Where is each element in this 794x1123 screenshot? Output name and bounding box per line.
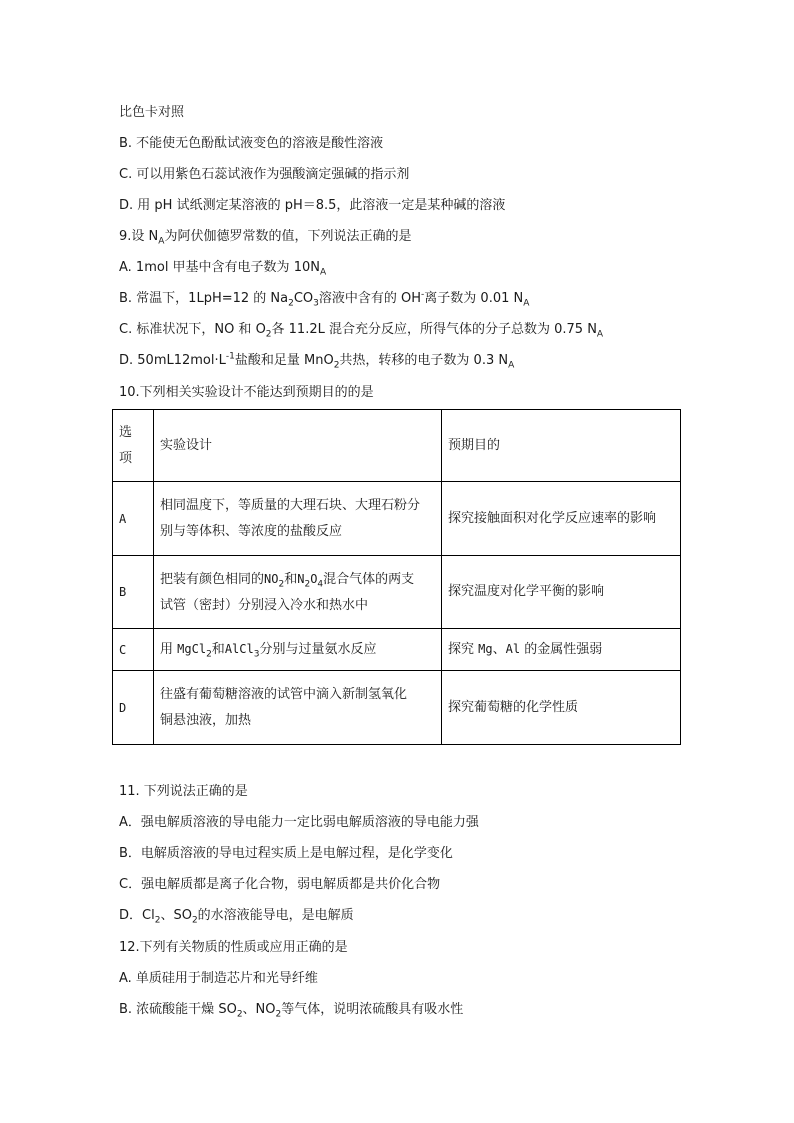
option-text: B. 浓硫酸能干燥 SO xyxy=(119,1002,237,1017)
subscript: A xyxy=(523,298,530,309)
design-line: 别与等体积、等浓度的盐酸反应 xyxy=(160,523,343,539)
subscript: 2 xyxy=(275,1009,282,1020)
design-line: 相同温度下，等质量的大理石块、大理石粉分 xyxy=(160,497,421,513)
subscript: A xyxy=(158,236,165,247)
design-line xyxy=(160,566,435,593)
option-text: 离子数为 0.01 N xyxy=(424,291,524,306)
option-text: 的水溶液能导电，是电解质 xyxy=(197,908,354,923)
subscript: 2 xyxy=(191,915,198,926)
formula: Al xyxy=(505,642,521,656)
table-row xyxy=(113,556,681,629)
option-text: D．Cl xyxy=(119,908,155,923)
option-text: B. 常温下，1LpH=12 的 Na xyxy=(119,291,289,306)
header-text: 选 xyxy=(119,424,133,440)
formula: Mg xyxy=(478,642,493,656)
design-text: 和 xyxy=(284,571,298,587)
superscript: - xyxy=(421,289,425,300)
subscript: A xyxy=(596,329,604,340)
q11-option-d xyxy=(119,907,354,925)
formula: NO xyxy=(264,571,279,586)
q11-option-b: B．电解质溶液的导电过程实质上是电解过程，是化学变化 xyxy=(119,846,453,861)
table-row xyxy=(113,629,681,671)
formula: O xyxy=(310,571,318,586)
subscript: 2 xyxy=(154,915,161,926)
header-design: 实验设计 xyxy=(154,410,442,482)
q9-option-a xyxy=(119,259,326,277)
subscript: 2 xyxy=(278,579,285,590)
option-text: 等气体，说明浓硫酸具有吸水性 xyxy=(281,1002,464,1017)
row-design xyxy=(154,629,442,671)
design-line: 试管（密封）分别浸入冷水和热水中 xyxy=(160,597,369,613)
q11-option-c: C．强电解质都是离子化合物，弱电解质都是共价化合物 xyxy=(119,877,441,892)
design-text: 把装有颜色相同的 xyxy=(160,571,265,587)
header-option xyxy=(113,410,154,482)
goal-text: 探究 xyxy=(448,642,475,657)
row-goal: 探究温度对化学平衡的影响 xyxy=(442,556,681,629)
header-text: 项 xyxy=(119,450,133,466)
subscript: 3 xyxy=(253,649,260,660)
option-text: C. 标准状况下，NO 和 O xyxy=(119,322,266,337)
subscript: 2 xyxy=(265,329,272,340)
formula: MgCl xyxy=(177,642,207,656)
row-design xyxy=(154,482,442,556)
option-text: 盐酸和足量 MnO xyxy=(234,353,334,368)
q12-option-b xyxy=(119,1001,463,1019)
row-option: A xyxy=(113,482,154,556)
goal-text: 、 xyxy=(492,642,506,657)
q11-option-a: A．强电解质溶液的导电能力一定比弱电解质溶液的导电能力强 xyxy=(119,815,479,830)
design-line: 往盛有葡萄糖溶液的试管中滴入新制氢氧化 xyxy=(160,686,408,702)
table-header-row xyxy=(113,410,681,482)
row-design xyxy=(154,556,442,629)
option-b: B. 不能使无色酚酞试液变色的溶液是酸性溶液 xyxy=(119,136,384,151)
row-goal xyxy=(442,629,681,671)
question-10: 10.下列相关实验设计不能达到预期目的的是 xyxy=(119,385,374,400)
q12-option-a: A. 单质硅用于制造芯片和光导纤维 xyxy=(119,971,318,986)
q9-option-c xyxy=(119,321,603,339)
table-row xyxy=(113,671,681,745)
table-row xyxy=(113,482,681,556)
option-text: 、SO xyxy=(160,908,192,923)
subscript: 2 xyxy=(206,649,212,660)
design-text: 和 xyxy=(211,642,225,657)
q9-text: 9.设 N xyxy=(119,229,159,244)
design-text: 分别与过量氨水反应 xyxy=(259,642,377,657)
option-text: A. 1mol 甲基中含有电子数为 10N xyxy=(119,260,320,275)
subscript: A xyxy=(319,267,327,278)
option-c: C. 可以用紫色石蕊试液作为强酸滴定强碱的指示剂 xyxy=(119,167,410,182)
subscript: 2 xyxy=(236,1009,243,1020)
row-option: D xyxy=(113,671,154,745)
q9-option-d xyxy=(119,352,514,370)
subscript: A xyxy=(508,360,515,371)
design-text: 用 xyxy=(160,642,174,657)
formula: AlCl xyxy=(224,642,254,656)
subscript: 3 xyxy=(313,298,319,309)
subscript: 2 xyxy=(288,298,294,309)
row-design xyxy=(154,671,442,745)
option-text: 各 11.2L 混合充分反应，所得气体的分子总数为 0.75 N xyxy=(271,322,597,337)
option-text: 共热，转移的电子数为 0.3 N xyxy=(339,353,509,368)
subscript: 2 xyxy=(304,579,311,590)
row-option: B xyxy=(113,556,154,629)
experiment-table xyxy=(112,409,681,745)
question-12: 12.下列有关物质的性质或应用正确的是 xyxy=(119,940,348,955)
option-text: 溶液中含有的 OH xyxy=(318,291,422,306)
row-goal: 探究葡萄糖的化学性质 xyxy=(442,671,681,745)
header-goal: 预期目的 xyxy=(442,410,681,482)
question-9 xyxy=(119,228,411,246)
formula: N xyxy=(297,571,305,586)
row-option: C xyxy=(113,629,154,671)
text-line: 比色卡对照 xyxy=(119,105,185,120)
row-goal: 探究接触面积对化学反应速率的影响 xyxy=(442,482,681,556)
superscript: -1 xyxy=(225,351,235,362)
design-text: 混合气体的两支 xyxy=(323,571,415,587)
option-text: D. 50mL12mol·L xyxy=(119,353,226,368)
option-text: CO xyxy=(293,291,314,306)
q9-option-b xyxy=(119,290,529,308)
q9-text: 为阿伏伽德罗常数的值，下列说法正确的是 xyxy=(164,229,412,244)
goal-text: 的金属性强弱 xyxy=(524,642,603,657)
subscript: 4 xyxy=(317,579,324,590)
subscript: 2 xyxy=(333,360,340,371)
question-11: 11. 下列说法正确的是 xyxy=(119,784,248,799)
option-text: 、NO xyxy=(242,1002,276,1017)
option-d: D. 用 pH 试纸测定某溶液的 pH＝8.5，此溶液一定是某种碱的溶液 xyxy=(119,198,506,213)
design-line: 铜悬浊液，加热 xyxy=(160,712,252,728)
